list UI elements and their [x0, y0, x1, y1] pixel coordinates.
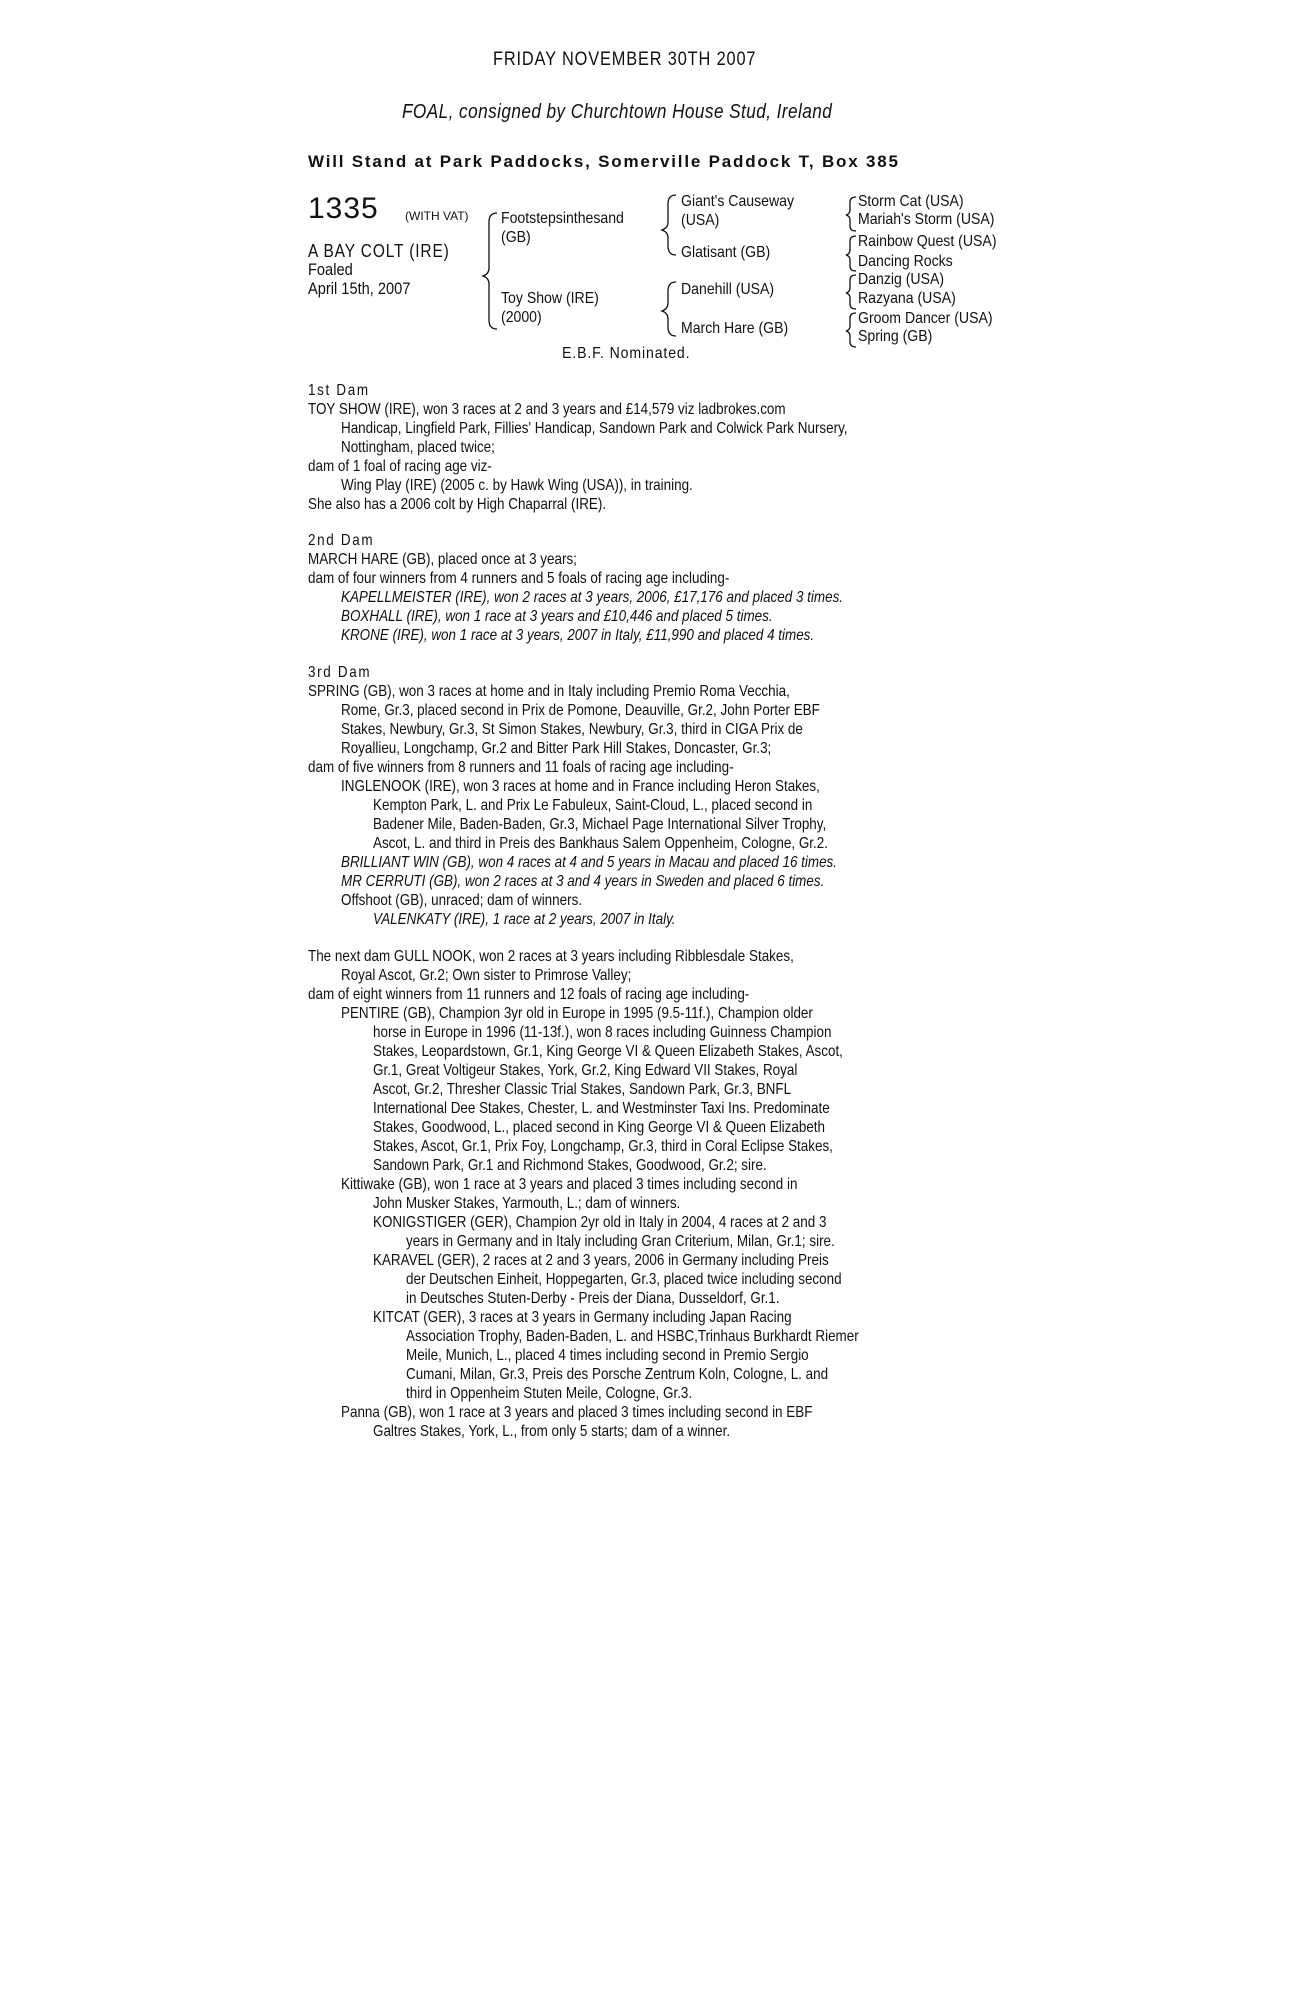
body-line: KONIGSTIGER (GER), Champion 2yr old in Italy in 2004, 4 races at 2 and 3	[373, 1214, 827, 1231]
body-line: Cumani, Milan, Gr.3, Preis des Porsche Zentrum Koln, Cologne, L. and	[406, 1366, 829, 1383]
body-line: horse in Europe in 1996 (11-13f.), won 8 races including Guinness Champion	[373, 1024, 832, 1041]
gg-4: Dancing Rocks	[858, 253, 953, 270]
body-line: BOXHALL (IRE), won 1 race at 3 years and £10,446 and placed 5 times.	[341, 608, 773, 625]
body-line: Kittiwake (GB), won 1 race at 3 years and placed 3 times including second in	[341, 1176, 798, 1193]
body-line: Royal Ascot, Gr.2; Own sister to Primrose Valley;	[341, 967, 632, 984]
body-line: dam of four winners from 4 runners and 5 foals of racing age including-	[308, 570, 730, 587]
body-line: der Deutschen Einheit, Hoppegarten, Gr.3, placed twice including second	[406, 1271, 842, 1288]
ebf-nominated: E.B.F. Nominated.	[562, 345, 691, 362]
gg-7: Groom Dancer (USA)	[858, 310, 993, 327]
body-line: Association Trophy, Baden-Baden, L. and HSBC,Trinhaus Burkhardt Riemer	[406, 1328, 859, 1345]
sire-sire-name: Giant's Causeway	[681, 193, 795, 210]
foaled-label: Foaled	[308, 260, 353, 279]
body-line: Wing Play (IRE) (2005 c. by Hawk Wing (USA)), in training.	[341, 477, 693, 494]
pedigree-braces	[0, 0, 1290, 360]
body-line: dam of 1 foal of racing age viz-	[308, 458, 492, 475]
lot-number: 1335	[308, 192, 379, 225]
body-line: Royallieu, Longchamp, Gr.2 and Bitter Park Hill Stakes, Doncaster, Gr.3;	[341, 740, 772, 757]
body-line: Galtres Stakes, York, L., from only 5 starts; dam of a winner.	[373, 1423, 731, 1440]
body-line: Gr.1, Great Voltigeur Stakes, York, Gr.2, King Edward VII Stakes, Royal	[373, 1062, 798, 1079]
body-line: MARCH HARE (GB), placed once at 3 years;	[308, 551, 577, 568]
body-line: years in Germany and in Italy including Gran Criterium, Milan, Gr.1; sire.	[406, 1233, 835, 1250]
body-line: Offshoot (GB), unraced; dam of winners.	[341, 892, 583, 909]
body-line: KAPELLMEISTER (IRE), won 2 races at 3 years, 2006, £17,176 and placed 3 times.	[341, 589, 844, 606]
body-line: 2nd Dam	[308, 532, 375, 549]
lot-vat: (WITH VAT)	[405, 209, 469, 223]
body-line: Ascot, Gr.2, Thresher Classic Trial Stakes, Sandown Park, Gr.3, BNFL	[373, 1081, 792, 1098]
sire-country: (GB)	[501, 229, 531, 246]
body-line: Sandown Park, Gr.1 and Richmond Stakes, Goodwood, Gr.2; sire.	[373, 1157, 767, 1174]
body-line: third in Oppenheim Stuten Meile, Cologne, Gr.3.	[406, 1385, 693, 1402]
body-line: INGLENOOK (IRE), won 3 races at home and in France including Heron Stakes,	[341, 778, 820, 795]
body-line: Stakes, Newbury, Gr.3, St Simon Stakes, Newbury, Gr.3, third in CIGA Prix de	[341, 721, 803, 738]
gg-2: Mariah's Storm (USA)	[858, 211, 995, 228]
body-line: KITCAT (GER), 3 races at 3 years in Germany including Japan Racing	[373, 1309, 792, 1326]
dam-name: Toy Show (IRE)	[501, 290, 599, 307]
body-line: Stakes, Ascot, Gr.1, Prix Foy, Longchamp, Gr.3, third in Coral Eclipse Stakes,	[373, 1138, 833, 1155]
body-line: Handicap, Lingfield Park, Fillies' Handicap, Sandown Park and Colwick Park Nursery,	[341, 420, 848, 437]
gg-1: Storm Cat (USA)	[858, 193, 964, 210]
sire-name: Footstepsinthesand	[501, 210, 624, 227]
body-line: Rome, Gr.3, placed second in Prix de Pomone, Deauville, Gr.2, John Porter EBF	[341, 702, 820, 719]
body-line: Ascot, L. and third in Preis des Bankhaus Salem Oppenheim, Cologne, Gr.2.	[373, 835, 828, 852]
body-line: KRONE (IRE), won 1 race at 3 years, 2007 in Italy, £11,990 and placed 4 times.	[341, 627, 815, 644]
sale-date: FRIDAY NOVEMBER 30TH 2007	[493, 49, 757, 70]
body-line: KARAVEL (GER), 2 races at 2 and 3 years, 2006 in Germany including Preis	[373, 1252, 829, 1269]
body-line: VALENKATY (IRE), 1 race at 2 years, 2007 in Italy.	[373, 911, 676, 928]
sire-dam: Glatisant (GB)	[681, 244, 771, 261]
body-line: MR CERRUTI (GB), won 2 races at 3 and 4 years in Sweden and placed 6 times.	[341, 873, 825, 890]
body-line: Stakes, Leopardstown, Gr.1, King George VI & Queen Elizabeth Stakes, Ascot,	[373, 1043, 843, 1060]
gg-5: Danzig (USA)	[858, 271, 945, 288]
dam-sire: Danehill (USA)	[681, 281, 775, 298]
dam-dam: March Hare (GB)	[681, 320, 789, 337]
body-line: SPRING (GB), won 3 races at home and in Italy including Premio Roma Vecchia,	[308, 683, 790, 700]
consignor-line: FOAL, consigned by Churchtown House Stud, Ireland	[402, 101, 833, 123]
body-line: The next dam GULL NOOK, won 2 races at 3 years including Ribblesdale Stakes,	[308, 948, 794, 965]
body-line: 1st Dam	[308, 382, 370, 399]
gg-6: Razyana (USA)	[858, 290, 956, 307]
body-line: 3rd Dam	[308, 664, 372, 681]
body-line: She also has a 2006 colt by High Chaparral (IRE).	[308, 496, 607, 513]
body-line: dam of eight winners from 11 runners and 12 foals of racing age including-	[308, 986, 750, 1003]
stand-location: Will Stand at Park Paddocks, Somerville Paddock T, Box 385	[308, 152, 900, 171]
foaled-date: April 15th, 2007	[308, 279, 411, 298]
body-line: Stakes, Goodwood, L., placed second in King George VI & Queen Elizabeth	[373, 1119, 826, 1136]
gg-3: Rainbow Quest (USA)	[858, 233, 997, 250]
body-line: BRILLIANT WIN (GB), won 4 races at 4 and 5 years in Macau and placed 16 times.	[341, 854, 838, 871]
body-line: Nottingham, placed twice;	[341, 439, 495, 456]
body-line: Badener Mile, Baden-Baden, Gr.3, Michael Page International Silver Trophy,	[373, 816, 827, 833]
body-line: Panna (GB), won 1 race at 3 years and placed 3 times including second in EBF	[341, 1404, 813, 1421]
body-line: Kempton Park, L. and Prix Le Fabuleux, Saint-Cloud, L., placed second in	[373, 797, 813, 814]
body-line: dam of five winners from 8 runners and 11 foals of racing age including-	[308, 759, 734, 776]
body-line: in Deutsches Stuten-Derby - Preis der Diana, Dusseldorf, Gr.1.	[406, 1290, 780, 1307]
body-line: Meile, Munich, L., placed 4 times including second in Premio Sergio	[406, 1347, 809, 1364]
body-line: John Musker Stakes, Yarmouth, L.; dam of winners.	[373, 1195, 681, 1212]
body-line: International Dee Stakes, Chester, L. and Westminster Taxi Ins. Predominate	[373, 1100, 830, 1117]
body-line: TOY SHOW (IRE), won 3 races at 2 and 3 years and £14,579 viz ladbrokes.com	[308, 401, 786, 418]
lot-description: A BAY COLT (IRE)	[308, 241, 450, 261]
gg-8: Spring (GB)	[858, 328, 933, 345]
body-line: PENTIRE (GB), Champion 3yr old in Europe in 1995 (9.5-11f.), Champion older	[341, 1005, 813, 1022]
dam-year: (2000)	[501, 309, 542, 326]
sire-sire-country: (USA)	[681, 212, 720, 229]
